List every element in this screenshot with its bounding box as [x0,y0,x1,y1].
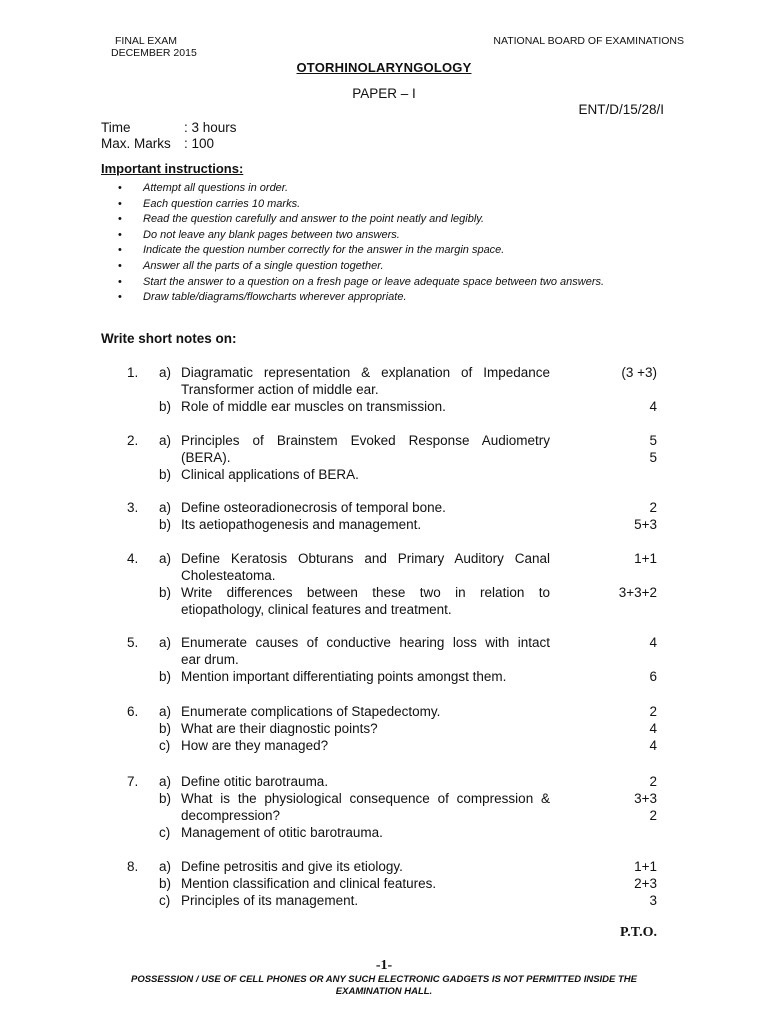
page-number: -1- [375,958,393,973]
part-text: Management of otitic barotrauma. [181,825,383,840]
part-marks: 3+3+2 [618,585,657,600]
part-text: etiopathology, clinical features and treatment. [181,602,452,617]
part-marks: 3 [649,893,657,908]
part-text: Diagramatic representation & explanation of Impedance [181,365,550,380]
part-label: a) [159,704,172,719]
exam-date: DECEMBER 2015 [111,47,197,59]
part-text: Define otitic barotrauma. [181,774,329,789]
instruction-item: • Each question carries 10 marks. [118,197,678,213]
instruction-item: • Start the answer to a question on a fresh page or leave adequate space between two answers. [118,275,678,291]
part-text: (BERA). [181,450,231,465]
instruction-item: • Do not leave any blank pages between two answers. [118,228,678,244]
part-text: Define petrositis and give its etiology. [181,859,403,874]
part-marks: 4 [649,738,657,753]
exam-label: FINAL EXAM [115,35,178,47]
paper-number: PAPER – I [352,86,416,101]
part-marks: 2+3 [634,876,657,891]
part-label: a) [159,500,172,515]
part-label: c) [159,893,171,908]
bullet-icon: • [118,244,122,257]
part-marks: 5+3 [634,517,657,532]
bullet-icon: • [118,213,122,226]
part-marks: 4 [649,635,657,650]
part-marks: 3+3 [634,791,657,806]
part-label: a) [159,551,172,566]
paper-title: OTORHINOLARYNGOLOGY [296,60,472,75]
part-label: a) [159,774,172,789]
part-text: Role of middle ear muscles on transmission. [181,399,446,414]
max-marks-value: : 100 [184,136,215,151]
section-heading: Write short notes on: [101,331,237,346]
part-marks: 1+1 [634,551,657,566]
part-label: a) [159,859,172,874]
part-label: b) [159,876,172,891]
instruction-item: • Read the question carefully and answer to the point neatly and legibly. [118,212,678,228]
time-value: : 3 hours [184,120,237,135]
question-7 [0,773,768,841]
part-marks: 5 [649,450,657,465]
bullet-icon: • [118,291,122,304]
part-text: Enumerate complications of Stapedectomy. [181,704,441,719]
question-5 [0,634,768,685]
part-marks: 5 [649,433,657,448]
part-label: b) [159,585,172,600]
part-marks: 4 [649,399,657,414]
paper-code: ENT/D/15/28/I [578,102,664,117]
part-text: Its aetiopathogenesis and management. [181,517,422,532]
question-number: 5. [127,635,139,650]
bullet-icon: • [118,182,122,194]
question-number: 7. [127,774,139,789]
part-marks: 2 [649,808,657,823]
part-text: Principles of Brainstem Evoked Response Audiometry [181,433,550,448]
question-8 [0,858,768,909]
instruction-item: • Attempt all questions in order. [118,181,678,197]
footer-line-2: EXAMINATION HALL. [335,986,433,997]
part-label: b) [159,467,172,482]
question-number: 3. [127,500,139,515]
footer-notice [0,974,768,998]
bullet-icon: • [118,228,122,241]
question-2 [0,432,768,483]
part-label: b) [159,721,172,736]
part-label: a) [159,433,172,448]
board-name: NATIONAL BOARD OF EXAMINATIONS [493,35,684,47]
question-4 [0,550,768,618]
part-marks: 6 [649,669,657,684]
footer-line-1: POSSESSION / USE OF CELL PHONES OR ANY SUCH ELECTRONIC GADGETS IS NOT PERMITTED INSIDE THE [130,974,638,985]
part-label: c) [159,738,171,753]
instruction-item: • Indicate the question number correctly for the answer in the margin space. [118,243,678,259]
please-turn-over: P.T.O. [620,925,657,940]
part-label: b) [159,399,172,414]
part-label: a) [159,635,172,650]
part-marks: 1+1 [634,859,657,874]
time-label: Time [101,120,131,135]
part-marks: 4 [649,721,657,736]
instructions-list [118,181,678,306]
part-label: b) [159,517,172,532]
part-text: Define Keratosis Obturans and Primary Auditory Canal [181,551,550,566]
part-text: Mention classification and clinical features. [181,876,437,891]
question-3 [0,499,768,533]
part-text: Define osteoradionecrosis of temporal bone. [181,500,446,515]
instruction-item: • Draw table/diagrams/flowcharts wherever appropriate. [118,290,678,306]
part-text: What is the physiological consequence of compression & [181,791,550,806]
part-label: b) [159,669,172,684]
part-marks: (3 +3) [621,365,657,380]
part-text: How are they managed? [181,738,329,753]
question-number: 1. [127,365,139,380]
question-number: 6. [127,704,139,719]
question-number: 8. [127,859,139,874]
instruction-item: • Answer all the parts of a single question together. [118,259,678,275]
part-text: decompression? [181,808,281,823]
part-label: a) [159,365,172,380]
part-text: Transformer action of middle ear. [181,382,379,397]
part-text: Enumerate causes of conductive hearing loss with intact [181,635,550,650]
part-text: Mention important differentiating points amongst them. [181,669,507,684]
part-text: Cholesteatoma. [181,568,276,583]
bullet-icon: • [118,275,122,288]
part-marks: 2 [649,704,657,719]
part-text: What are their diagnostic points? [181,721,378,736]
part-text: Principles of its management. [181,893,359,908]
bullet-icon: • [118,197,122,210]
part-label: b) [159,791,172,806]
bullet-icon: • [118,259,122,272]
part-text: Clinical applications of BERA. [181,467,359,482]
question-6 [0,703,768,754]
part-marks: 2 [649,774,657,789]
part-text: Write differences between these two in relation to [181,585,550,600]
max-marks-label: Max. Marks [101,136,171,151]
instructions-heading: Important instructions: [101,161,244,176]
question-number: 4. [127,551,139,566]
question-1 [0,364,768,415]
question-number: 2. [127,433,139,448]
part-marks: 2 [649,500,657,515]
part-text: ear drum. [181,652,239,667]
part-label: c) [159,825,171,840]
